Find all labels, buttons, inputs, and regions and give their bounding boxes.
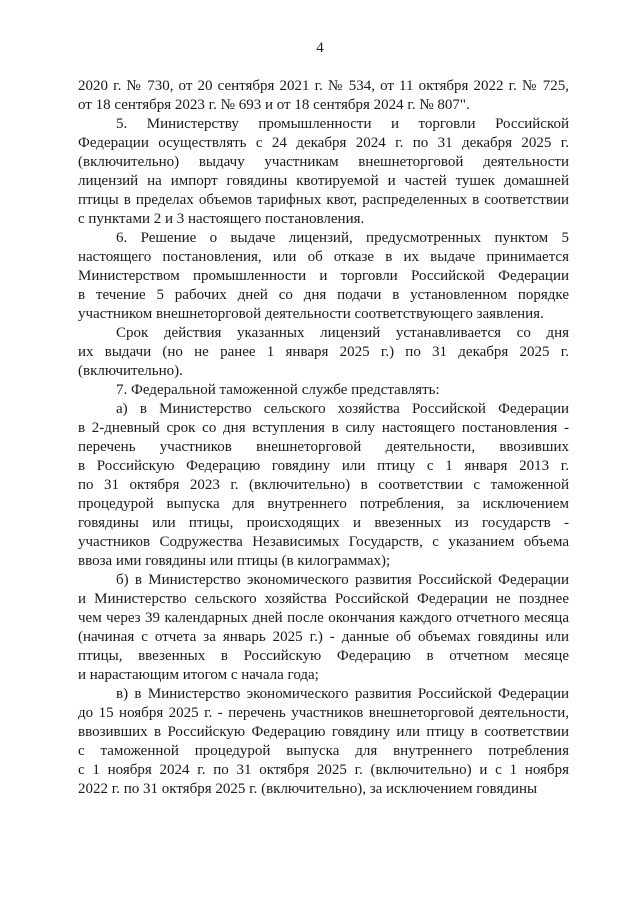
text-line: Министерством промышленности и торговли Российской Федерации xyxy=(78,268,569,284)
text-line: 2020 г. № 730, от 20 сентября 2021 г. № 534, от 11 октября 2022 г. № 725, xyxy=(78,78,569,94)
text-line: лицензий на импорт говядины квотируемой и частей тушек домашней xyxy=(78,173,569,189)
text-line: в Российскую Федерацию говядину или птицу с 1 января 2013 г. xyxy=(78,458,569,474)
text-line: чем через 39 календарных дней после окончания каждого отчетного месяца xyxy=(78,610,569,626)
text-line: по 31 октября 2023 г. (включительно) в соответствии с таможенной xyxy=(78,477,569,493)
text-line: перечень участников внешнеторговой деятельности, ввозивших xyxy=(78,439,569,455)
paragraph xyxy=(78,685,569,799)
text-line: процедурой выпуска для внутреннего потребления, за исключением xyxy=(78,496,569,512)
text-line: птицы в пределах объемов тарифных квот, распределенных в соответствии xyxy=(78,192,569,208)
text-line: ввозивших в Российскую Федерацию говядину или птицу в соответствии xyxy=(78,724,569,740)
text-line: 2022 г. по 31 октября 2025 г. (включительно), за исключением говядины xyxy=(78,781,538,797)
text-line: от 18 сентября 2023 г. № 693 и от 18 сентября 2024 г. № 807". xyxy=(78,97,470,113)
text-line: участником внешнеторговой деятельности соответствующего заявления. xyxy=(78,306,544,322)
text-line: 7. Федеральной таможенной службе представлять: xyxy=(116,382,440,398)
text-line: 5. Министерству промышленности и торговли Российской xyxy=(116,116,569,132)
text-line: 6. Решение о выдаче лицензий, предусмотренных пунктом 5 xyxy=(116,230,569,246)
paragraph xyxy=(78,115,569,229)
text-line: птицы, ввезенных в Российскую Федерацию в отчетном месяце xyxy=(78,648,569,664)
paragraph xyxy=(78,77,569,115)
text-line: (включительно) выдачу участникам внешнеторговой деятельности xyxy=(78,154,569,170)
text-line: настоящего постановления, или об отказе в их выдаче принимается xyxy=(78,249,569,265)
paragraph xyxy=(78,400,569,571)
text-line: до 15 ноября 2025 г. - перечень участников внешнеторговой деятельности, xyxy=(78,705,569,721)
text-line: в 2-дневный срок со дня вступления в силу настоящего постановления - xyxy=(78,420,569,436)
paragraph xyxy=(78,229,569,324)
page-number: 4 xyxy=(316,40,324,56)
document-body xyxy=(78,77,569,799)
text-line: а) в Министерство сельского хозяйства Российской Федерации xyxy=(116,401,569,417)
text-line: говядины или птицы, происходящих и ввезенных из государств - xyxy=(78,515,569,531)
text-line: Федерации осуществлять с 24 декабря 2024 г. по 31 декабря 2025 г. xyxy=(78,135,569,151)
text-line: Срок действия указанных лицензий устанавливается со дня xyxy=(116,325,569,341)
text-line: с таможенной процедурой выпуска для внутреннего потребления xyxy=(78,743,569,759)
text-line: ввоза ими говядины или птицы (в килограммах); xyxy=(78,553,391,569)
text-line: в течение 5 рабочих дней со дня подачи в установленном порядке xyxy=(78,287,569,303)
text-line: с 1 ноября 2024 г. по 31 октября 2025 г. (включительно) и с 1 ноября xyxy=(78,762,569,778)
text-line: и Министерство сельского хозяйства Российской Федерации не позднее xyxy=(78,591,569,607)
text-line: и нарастающим итогом с начала года; xyxy=(78,667,319,683)
text-line: участников Содружества Независимых Государств, с указанием объема xyxy=(78,534,569,550)
paragraph xyxy=(78,571,569,685)
text-line: в) в Министерство экономического развития Российской Федерации xyxy=(116,686,569,702)
paragraph xyxy=(78,324,569,381)
text-line: (включительно). xyxy=(78,363,183,379)
text-line: с пунктами 2 и 3 настоящего постановления. xyxy=(78,211,365,227)
text-line: б) в Министерство экономического развития Российской Федерации xyxy=(116,572,569,588)
text-line: (начиная с отчета за январь 2025 г.) - данные об объемах говядины или xyxy=(78,629,569,645)
text-line: их выдачи (но не ранее 1 января 2025 г.) по 31 декабря 2025 г. xyxy=(78,344,569,360)
paragraph xyxy=(78,381,569,400)
